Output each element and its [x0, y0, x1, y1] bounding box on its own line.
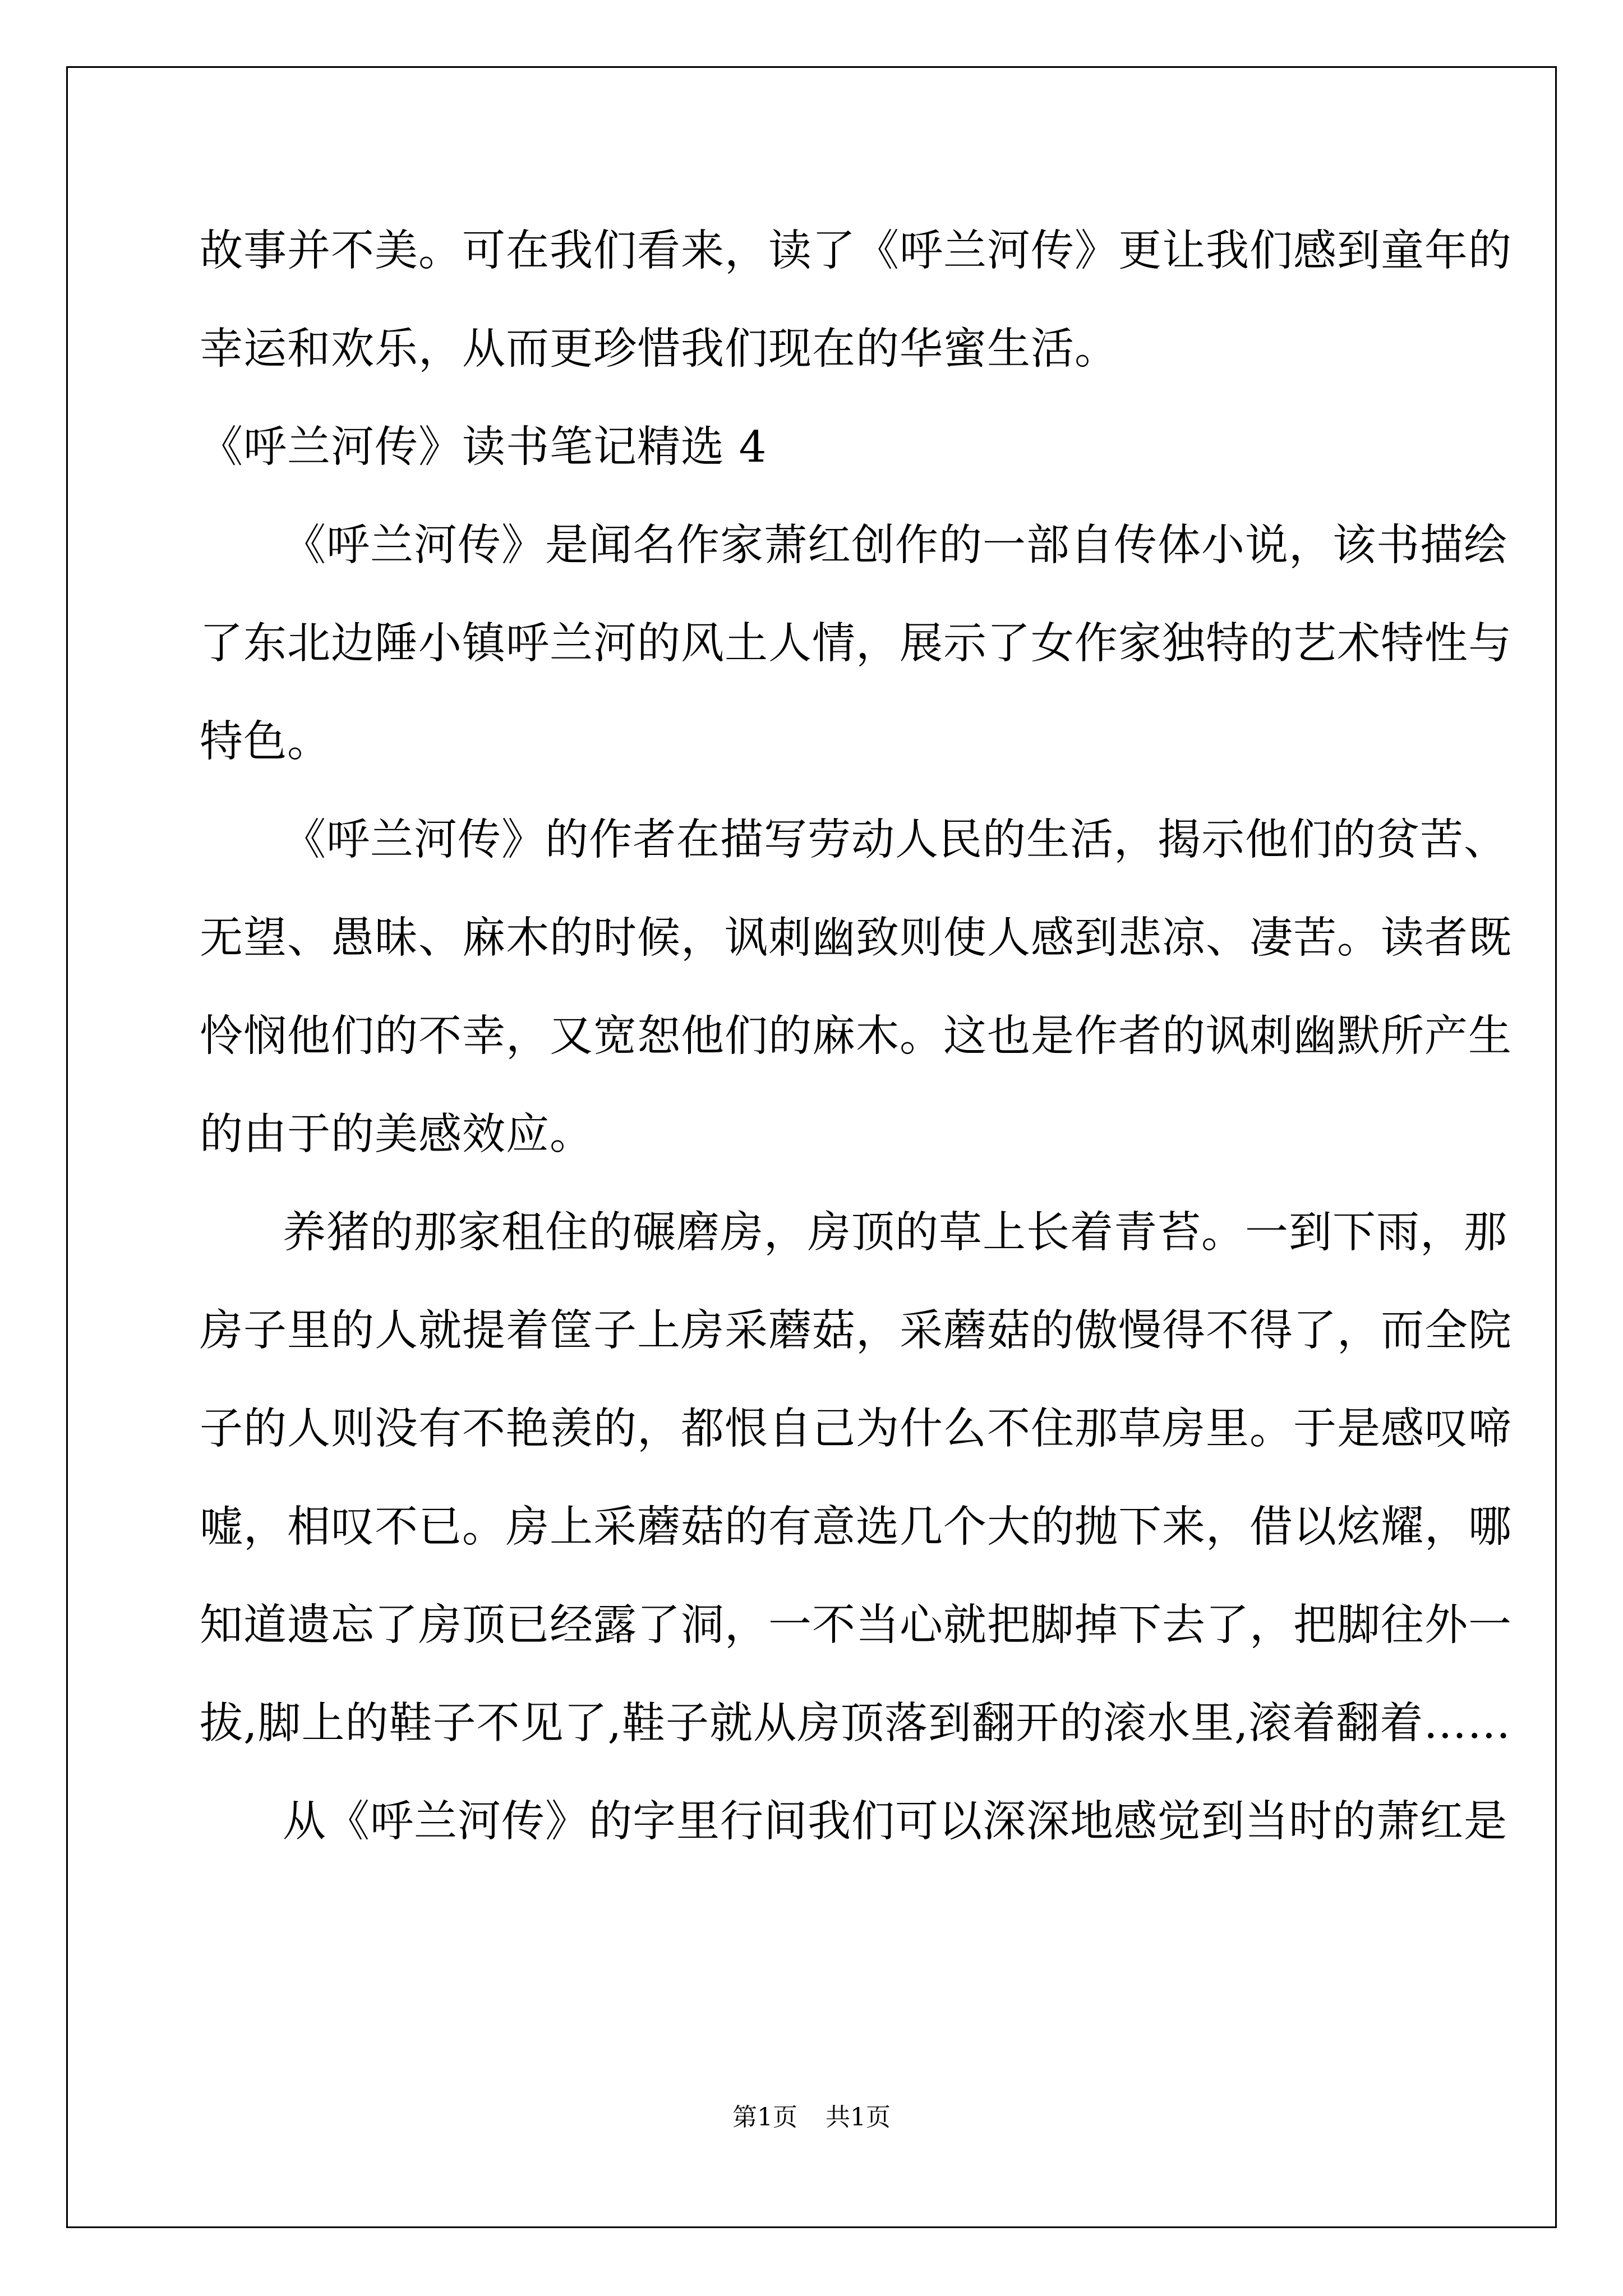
page-total: 共1页 [826, 2103, 891, 2132]
text-line: 拔,脚上的鞋子不见了,鞋子就从房顶落到翻开的滚水里,滚着翻着…… [200, 1699, 1511, 1749]
text-line: 特色。 [200, 717, 331, 767]
document-body [200, 213, 1512, 1882]
section-heading: 《呼兰河传》读书笔记精选 4 [200, 422, 767, 472]
text-line: 无望、愚昧、麻木的时候，讽刺幽致则使人感到悲凉、凄苦。读者既 [200, 913, 1512, 963]
text-line: 房子里的人就提着筐子上房采蘑菇，采蘑菇的傲慢得不得了，而全院 [200, 1306, 1512, 1356]
text-line: 的由于的美感效应。 [200, 1110, 593, 1159]
paragraph-first-line: 《呼兰河传》的作者在描写劳动人民的生活，揭示他们的贫苦、 [283, 815, 1507, 865]
text-line: 幸运和欢乐，从而更珍惜我们现在的华蜜生活。 [200, 324, 1118, 374]
text-line: 嘘，相叹不已。房上采蘑菇的有意选几个大的抛下来，借以炫耀，哪 [200, 1502, 1512, 1552]
page-number: 第1页 [732, 2103, 797, 2132]
paragraph-first-line: 从《呼兰河传》的字里行间我们可以深深地感觉到当时的萧红是 [283, 1797, 1507, 1847]
page-footer [0, 2101, 1623, 2134]
text-line: 子的人则没有不艳羡的，都恨自己为什么不住那草房里。于是感叹啼 [200, 1404, 1512, 1454]
text-line: 了东北边陲小镇呼兰河的风土人情，展示了女作家独特的艺术特性与 [200, 619, 1512, 669]
text-line: 故事并不美。可在我们看来，读了《呼兰河传》更让我们感到童年的 [200, 226, 1512, 276]
text-line: 怜悯他们的不幸，又宽恕他们的麻木。这也是作者的讽刺幽默所产生 [200, 1011, 1512, 1061]
paragraph-first-line: 养猪的那家租住的碾磨房，房顶的草上长着青苔。一到下雨，那 [283, 1208, 1507, 1258]
paragraph-first-line: 《呼兰河传》是闻名作家萧红创作的一部自传体小说，该书描绘 [283, 521, 1507, 570]
text-line: 知道遗忘了房顶已经露了洞，一不当心就把脚掉下去了，把脚往外一 [200, 1600, 1512, 1650]
